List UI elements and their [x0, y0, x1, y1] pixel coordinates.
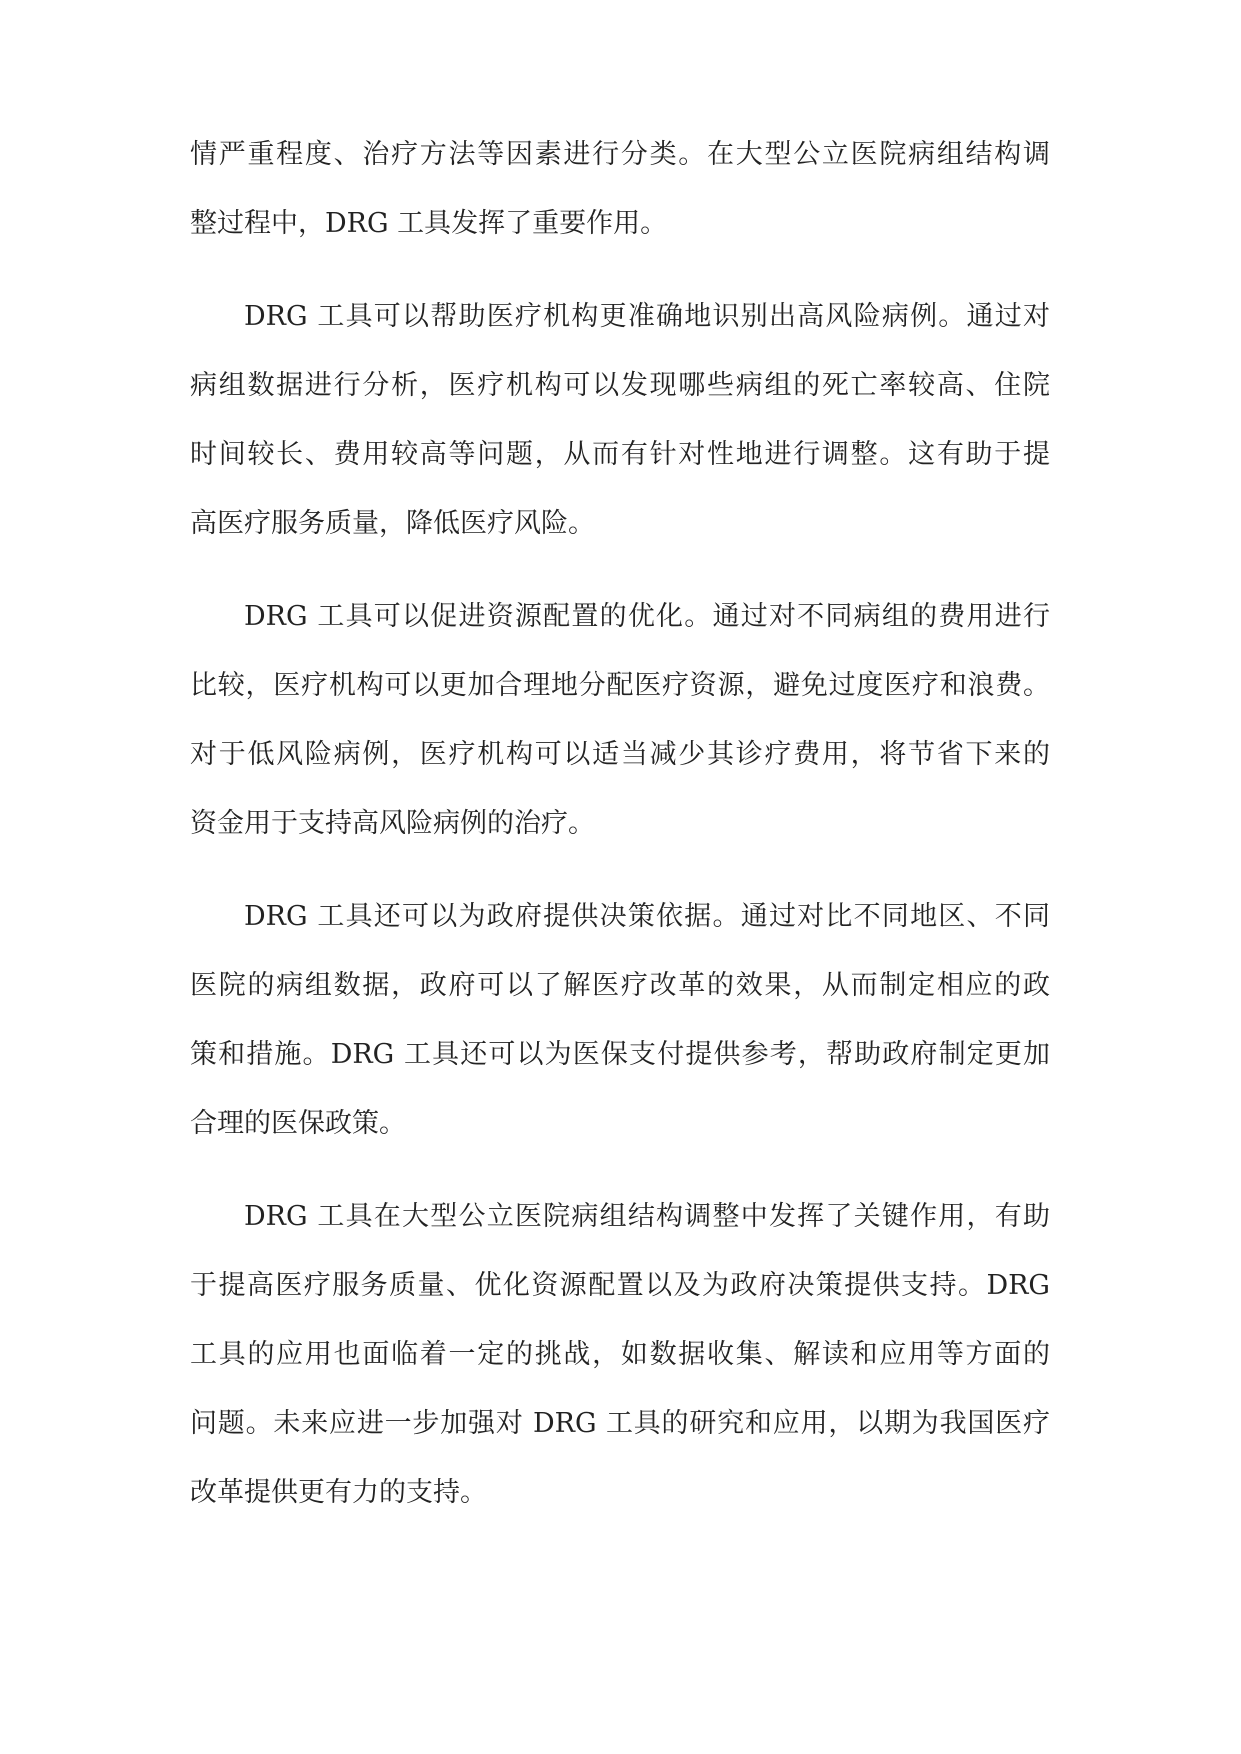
paragraph-1-line-1: 情严重程度、治疗方法等因素进行分类。在大型公立医院病组结构调 — [190, 139, 1050, 170]
paragraph-5-line-5: 改革提供更有力的支持。 — [190, 1477, 487, 1508]
paragraph-2-line-4: 高医疗服务质量，降低医疗风险。 — [190, 508, 595, 539]
paragraph-2-line-2: 病组数据进行分析，医疗机构可以发现哪些病组的死亡率较高、住院 — [190, 370, 1050, 401]
paragraph-1-line-2: 整过程中，DRG 工具发挥了重要作用。 — [190, 208, 668, 239]
paragraph-4-line-2: 医院的病组数据，政府可以了解医疗改革的效果，从而制定相应的政 — [190, 970, 1050, 1001]
paragraph-3-line-4: 资金用于支持高风险病例的治疗。 — [190, 808, 595, 839]
paragraph-5-line-4: 问题。未来应进一步加强对 DRG 工具的研究和应用，以期为我国医疗 — [190, 1408, 1050, 1439]
paragraph-2-line-1: DRG 工具可以帮助医疗机构更准确地识别出高风险病例。通过对 — [244, 301, 1050, 332]
paragraph-3-line-2: 比较，医疗机构可以更加合理地分配医疗资源，避免过度医疗和浪费。 — [190, 670, 1050, 701]
paragraph-5-line-2: 于提高医疗服务质量、优化资源配置以及为政府决策提供支持。DRG — [190, 1270, 1050, 1301]
paragraph-3-line-1: DRG 工具可以促进资源配置的优化。通过对不同病组的费用进行 — [244, 601, 1050, 632]
paragraph-5-line-3: 工具的应用也面临着一定的挑战，如数据收集、解读和应用等方面的 — [190, 1339, 1050, 1370]
paragraph-5-line-1: DRG 工具在大型公立医院病组结构调整中发挥了关键作用，有助 — [244, 1201, 1050, 1232]
paragraph-2-line-3: 时间较长、费用较高等问题，从而有针对性地进行调整。这有助于提 — [190, 439, 1050, 470]
paragraph-3-line-3: 对于低风险病例，医疗机构可以适当减少其诊疗费用，将节省下来的 — [190, 739, 1050, 770]
paragraph-4-line-3: 策和措施。DRG 工具还可以为医保支付提供参考，帮助政府制定更加 — [190, 1039, 1050, 1070]
paragraph-4-line-1: DRG 工具还可以为政府提供决策依据。通过对比不同地区、不同 — [244, 901, 1050, 932]
paragraph-4-line-4: 合理的医保政策。 — [190, 1108, 406, 1139]
